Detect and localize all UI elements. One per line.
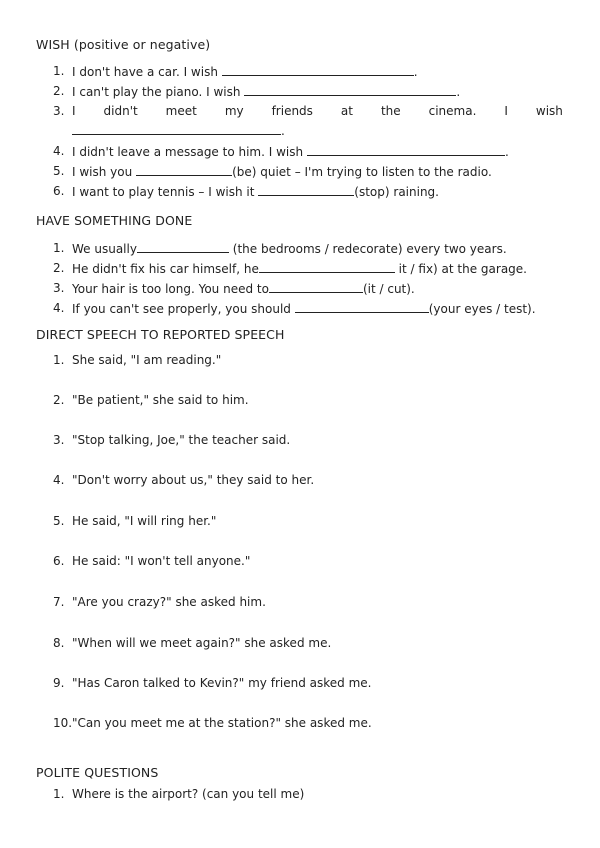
item-number: 8.: [53, 636, 65, 650]
item-number: 1.: [53, 353, 65, 367]
item-text: "Can you meet me at the station?" she asked me.: [72, 716, 372, 730]
item-number: 6.: [53, 554, 65, 568]
answer-blank[interactable]: [244, 84, 456, 96]
item-text-continued: .: [72, 123, 285, 139]
item-text: "When will we meet again?" she asked me.: [72, 636, 332, 650]
item-number: 2.: [53, 261, 65, 275]
item-number: 4.: [53, 473, 65, 487]
answer-blank[interactable]: [72, 123, 281, 135]
item-text: He didn't fix his car himself, he it / fix) at the garage.: [72, 262, 527, 276]
answer-blank[interactable]: [259, 261, 395, 273]
answer-blank[interactable]: [295, 301, 429, 313]
item-number: 2.: [53, 84, 65, 98]
answer-blank[interactable]: [137, 241, 229, 253]
item-text: I don't have a car. I wish .: [72, 65, 418, 79]
item-number: 6.: [53, 184, 65, 198]
answer-blank[interactable]: [222, 64, 414, 76]
item-number: 1.: [53, 64, 65, 78]
item-text: She said, "I am reading.": [72, 353, 222, 367]
item-text: He said, "I will ring her.": [72, 514, 217, 528]
list-item: [53, 104, 565, 140]
item-text: I didn't leave a message to him. I wish .: [72, 145, 509, 159]
item-text: We usually (the bedrooms / redecorate) every two years.: [72, 242, 507, 256]
section-title-reported-speech: DIRECT SPEECH TO REPORTED SPEECH: [36, 327, 285, 342]
item-text: I can't play the piano. I wish .: [72, 85, 461, 99]
item-text: "Are you crazy?" she asked him.: [72, 595, 266, 609]
item-text: Your hair is too long. You need to (it / cut).: [72, 282, 415, 296]
answer-blank[interactable]: [307, 144, 505, 156]
item-text: "Has Caron talked to Kevin?" my friend asked me.: [72, 676, 372, 690]
item-text: I wish you (be) quiet – I'm trying to listen to the radio.: [72, 165, 492, 179]
section-title-have-something-done: HAVE SOMETHING DONE: [36, 213, 193, 228]
answer-blank[interactable]: [136, 164, 232, 176]
item-text: Where is the airport? (can you tell me): [72, 787, 305, 801]
item-text: "Stop talking, Joe," the teacher said.: [72, 433, 291, 447]
item-number: 5.: [53, 164, 65, 178]
item-number: 1.: [53, 787, 65, 801]
item-number: 4.: [53, 144, 65, 158]
item-text: I want to play tennis – I wish it (stop) raining.: [72, 185, 439, 199]
item-number: 3.: [53, 281, 65, 295]
item-text: "Don't worry about us," they said to her.: [72, 473, 315, 487]
item-text: I didn't meet my friends at the cinema. I wish: [72, 104, 563, 118]
item-number: 1.: [53, 241, 65, 255]
item-number: 4.: [53, 301, 65, 315]
section-title-wish: WISH (positive or negative): [36, 37, 211, 52]
item-number: 7.: [53, 595, 65, 609]
item-number: 10.: [53, 716, 73, 730]
item-text: "Be patient," she said to him.: [72, 393, 249, 407]
item-text: If you can't see properly, you should (your eyes / test).: [72, 302, 536, 316]
item-text: He said: "I won't tell anyone.": [72, 554, 251, 568]
item-number: 9.: [53, 676, 65, 690]
section-title-polite-questions: POLITE QUESTIONS: [36, 765, 159, 780]
item-number: 5.: [53, 514, 65, 528]
answer-blank[interactable]: [269, 281, 363, 293]
item-number: 2.: [53, 393, 65, 407]
item-number: 3.: [53, 433, 65, 447]
item-number: 3.: [53, 104, 65, 118]
answer-blank[interactable]: [258, 184, 354, 196]
